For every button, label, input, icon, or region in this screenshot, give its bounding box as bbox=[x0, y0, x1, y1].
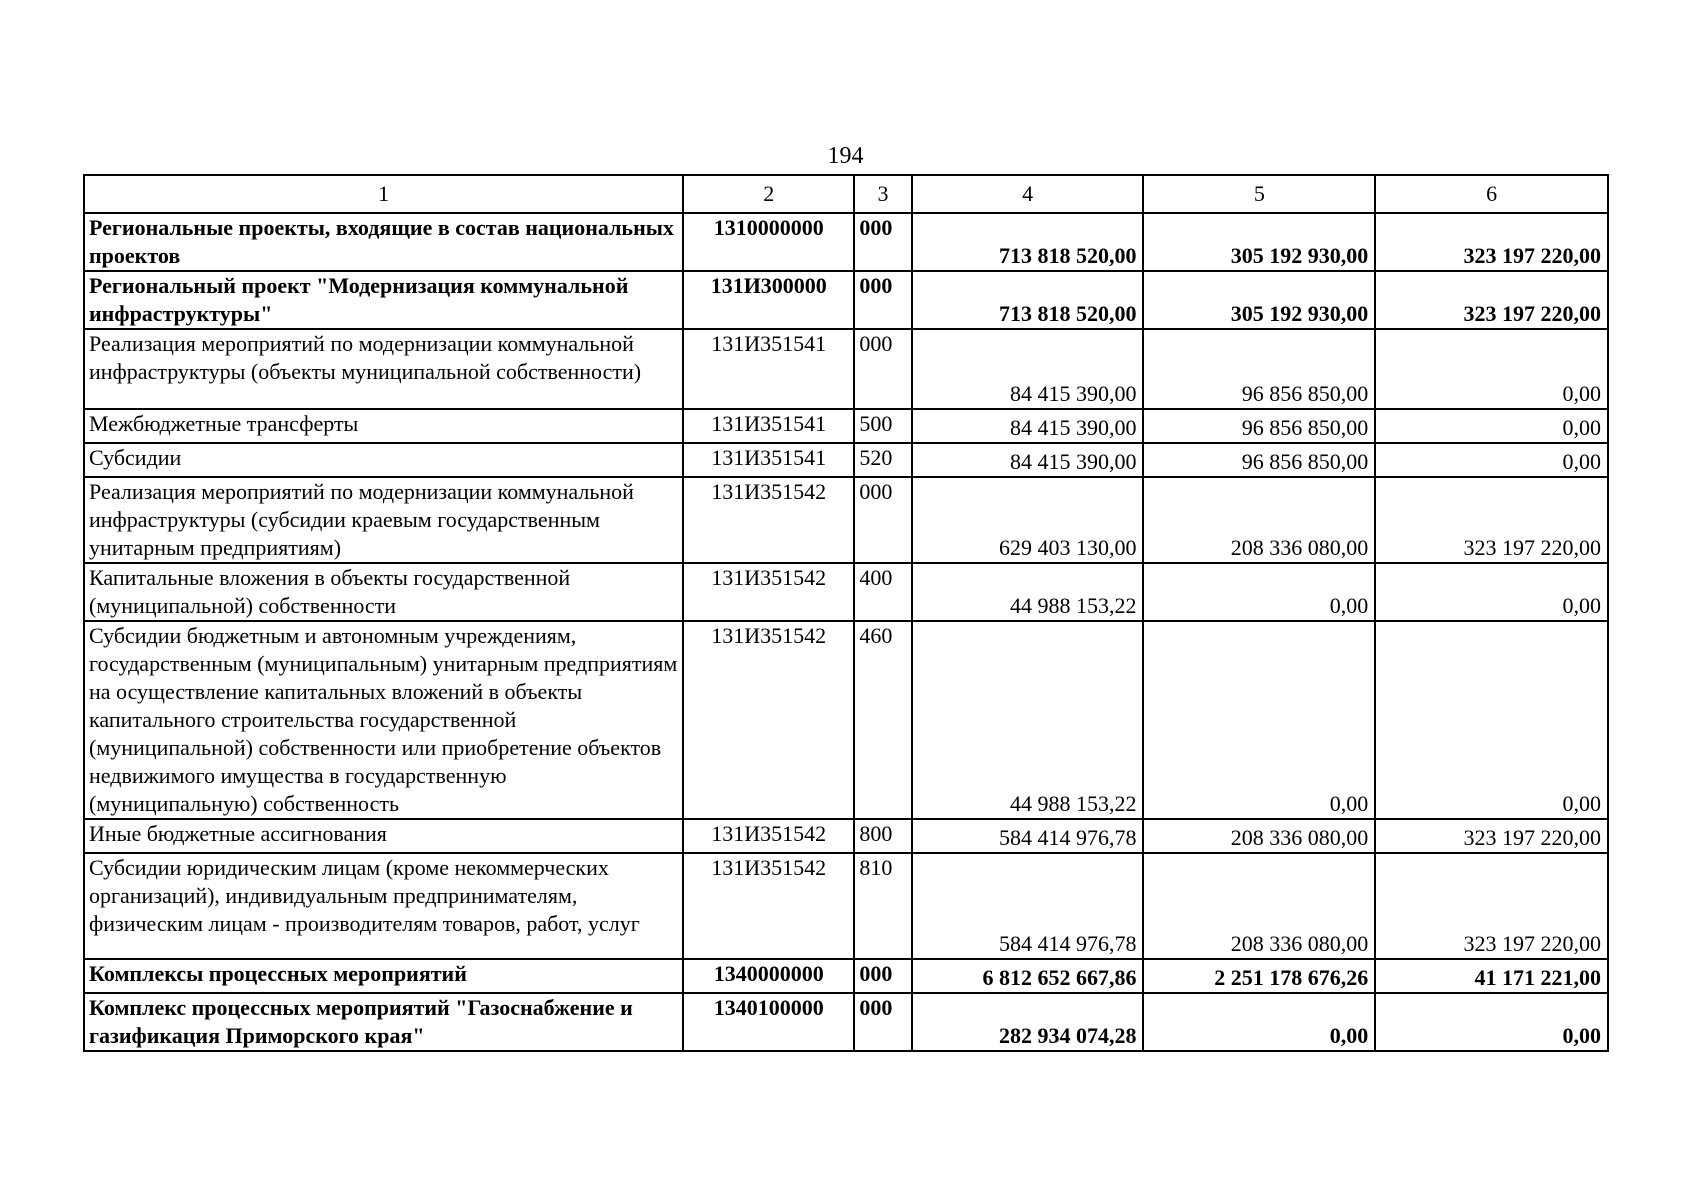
row-code-cell: 131И351542 bbox=[683, 819, 854, 853]
row-value-col6: 0,00 bbox=[1375, 993, 1608, 1051]
row-value-col5: 0,00 bbox=[1143, 621, 1375, 819]
row-type-cell: 800 bbox=[854, 819, 911, 853]
table-row bbox=[84, 959, 1608, 993]
row-value-col6: 323 197 220,00 bbox=[1375, 213, 1608, 271]
row-value-col6: 0,00 bbox=[1375, 443, 1608, 477]
row-value-col5: 2 251 178 676,26 bbox=[1143, 959, 1375, 993]
row-value-col4: 629 403 130,00 bbox=[912, 477, 1144, 563]
row-type-cell: 000 bbox=[854, 271, 911, 329]
column-header-3: 3 bbox=[854, 175, 911, 213]
row-type-cell: 000 bbox=[854, 213, 911, 271]
row-value-col5: 96 856 850,00 bbox=[1143, 329, 1375, 409]
row-value-col5: 208 336 080,00 bbox=[1143, 853, 1375, 959]
table-row bbox=[84, 213, 1608, 271]
row-name-cell: Комплекс процессных мероприятий "Газоснабжение и газификация Приморского края" bbox=[84, 993, 683, 1051]
row-name-cell: Субсидии bbox=[84, 443, 683, 477]
row-type-cell: 520 bbox=[854, 443, 911, 477]
table-row bbox=[84, 853, 1608, 959]
row-value-col6: 323 197 220,00 bbox=[1375, 271, 1608, 329]
row-type-cell: 500 bbox=[854, 409, 911, 443]
row-name-cell: Региональный проект "Модернизация коммунальной инфраструктуры" bbox=[84, 271, 683, 329]
header-row bbox=[84, 175, 1608, 213]
row-name-cell: Иные бюджетные ассигнования bbox=[84, 819, 683, 853]
column-header-1: 1 bbox=[84, 175, 683, 213]
row-value-col4: 584 414 976,78 bbox=[912, 853, 1144, 959]
row-value-col5: 208 336 080,00 bbox=[1143, 819, 1375, 853]
table-row bbox=[84, 819, 1608, 853]
row-value-col6: 323 197 220,00 bbox=[1375, 477, 1608, 563]
table-row bbox=[84, 477, 1608, 563]
row-type-cell: 000 bbox=[854, 477, 911, 563]
row-code-cell: 131И351542 bbox=[683, 563, 854, 621]
column-header-6: 6 bbox=[1375, 175, 1608, 213]
row-type-cell: 000 bbox=[854, 959, 911, 993]
row-code-cell: 1340000000 bbox=[683, 959, 854, 993]
row-name-cell: Реализация мероприятий по модернизации коммунальной инфраструктуры (объекты муниципальной собственности) bbox=[84, 329, 683, 409]
budget-table-body bbox=[84, 175, 1608, 1051]
column-header-2: 2 bbox=[683, 175, 854, 213]
column-header-4: 4 bbox=[912, 175, 1144, 213]
row-name-cell: Реализация мероприятий по модернизации коммунальной инфраструктуры (субсидии краевым государственным унитарным предприятиям) bbox=[84, 477, 683, 563]
row-value-col6: 0,00 bbox=[1375, 563, 1608, 621]
row-value-col6: 323 197 220,00 bbox=[1375, 819, 1608, 853]
row-value-col6: 0,00 bbox=[1375, 329, 1608, 409]
table-row bbox=[84, 409, 1608, 443]
row-value-col4: 84 415 390,00 bbox=[912, 409, 1144, 443]
row-name-cell: Региональные проекты, входящие в состав национальных проектов bbox=[84, 213, 683, 271]
row-code-cell: 1310000000 bbox=[683, 213, 854, 271]
row-name-cell: Субсидии бюджетным и автономным учреждениям, государственным (муниципальным) унитарным предприятиям на осуществление капитальных вложений в объекты капитального строительства государственной (муниципальной) собственности или приобретение объектов недвижимого имущества в государственную (муниципальную) собственность bbox=[84, 621, 683, 819]
row-value-col6: 0,00 bbox=[1375, 621, 1608, 819]
row-name-cell: Комплексы процессных мероприятий bbox=[84, 959, 683, 993]
row-type-cell: 000 bbox=[854, 329, 911, 409]
table-row bbox=[84, 993, 1608, 1051]
row-code-cell: 1340100000 bbox=[683, 993, 854, 1051]
table-row bbox=[84, 271, 1608, 329]
row-value-col4: 6 812 652 667,86 bbox=[912, 959, 1144, 993]
row-value-col5: 305 192 930,00 bbox=[1143, 213, 1375, 271]
row-value-col5: 0,00 bbox=[1143, 563, 1375, 621]
row-code-cell: 131И351542 bbox=[683, 853, 854, 959]
row-value-col4: 84 415 390,00 bbox=[912, 443, 1144, 477]
row-value-col6: 323 197 220,00 bbox=[1375, 853, 1608, 959]
row-code-cell: 131И351542 bbox=[683, 621, 854, 819]
row-code-cell: 131И351541 bbox=[683, 443, 854, 477]
row-value-col6: 0,00 bbox=[1375, 409, 1608, 443]
table-row bbox=[84, 621, 1608, 819]
row-type-cell: 400 bbox=[854, 563, 911, 621]
table-row bbox=[84, 443, 1608, 477]
row-code-cell: 131И351541 bbox=[683, 409, 854, 443]
budget-table bbox=[83, 174, 1609, 1052]
row-value-col4: 584 414 976,78 bbox=[912, 819, 1144, 853]
row-value-col4: 713 818 520,00 bbox=[912, 271, 1144, 329]
row-name-cell: Капитальные вложения в объекты государственной (муниципальной) собственности bbox=[84, 563, 683, 621]
row-value-col5: 305 192 930,00 bbox=[1143, 271, 1375, 329]
row-code-cell: 131И351541 bbox=[683, 329, 854, 409]
row-type-cell: 460 bbox=[854, 621, 911, 819]
row-name-cell: Субсидии юридическим лицам (кроме некоммерческих организаций), индивидуальным предпринимателям, физическим лицам - производителям товаров, работ, услуг bbox=[84, 853, 683, 959]
row-name-cell: Межбюджетные трансферты bbox=[84, 409, 683, 443]
row-code-cell: 131И300000 bbox=[683, 271, 854, 329]
row-type-cell: 000 bbox=[854, 993, 911, 1051]
row-value-col4: 44 988 153,22 bbox=[912, 621, 1144, 819]
table-row bbox=[84, 329, 1608, 409]
row-value-col4: 282 934 074,28 bbox=[912, 993, 1144, 1051]
row-value-col5: 208 336 080,00 bbox=[1143, 477, 1375, 563]
row-value-col5: 96 856 850,00 bbox=[1143, 409, 1375, 443]
row-value-col4: 44 988 153,22 bbox=[912, 563, 1144, 621]
row-value-col5: 0,00 bbox=[1143, 993, 1375, 1051]
row-value-col4: 713 818 520,00 bbox=[912, 213, 1144, 271]
row-code-cell: 131И351542 bbox=[683, 477, 854, 563]
table-row bbox=[84, 563, 1608, 621]
page-number: 194 bbox=[827, 143, 864, 169]
row-value-col5: 96 856 850,00 bbox=[1143, 443, 1375, 477]
row-value-col4: 84 415 390,00 bbox=[912, 329, 1144, 409]
row-type-cell: 810 bbox=[854, 853, 911, 959]
row-value-col6: 41 171 221,00 bbox=[1375, 959, 1608, 993]
column-header-5: 5 bbox=[1143, 175, 1375, 213]
